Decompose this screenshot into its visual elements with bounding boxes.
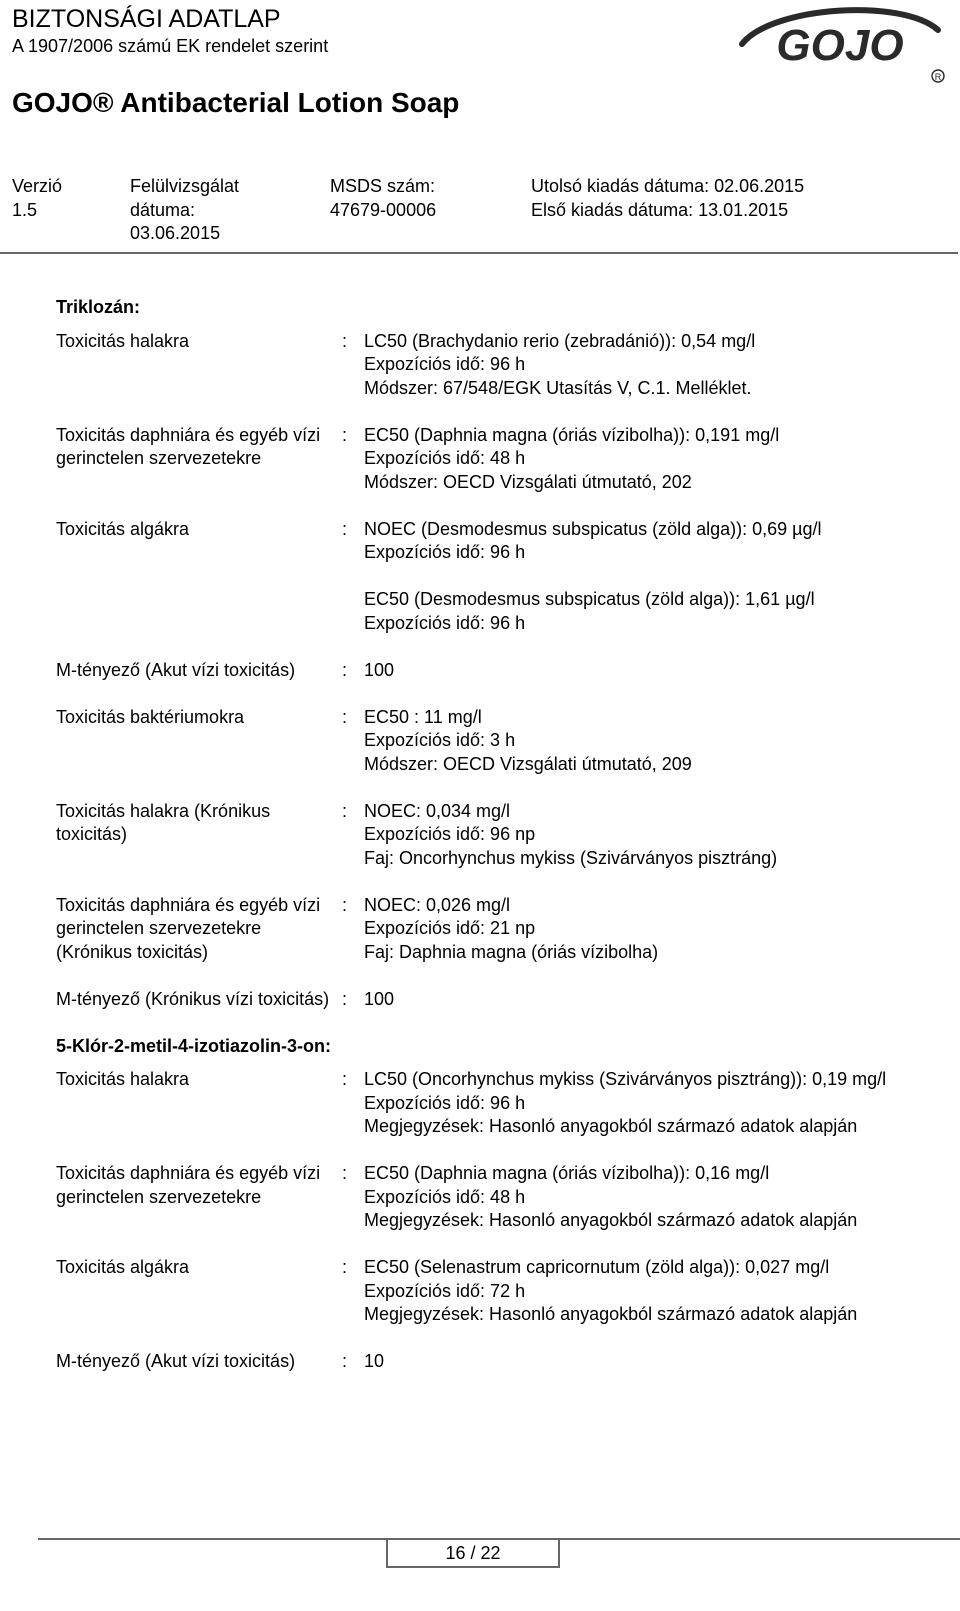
data-row: [56, 1162, 946, 1233]
version-label: Verzió: [12, 176, 63, 196]
value-line: Expozíciós idő: 21 np: [364, 918, 536, 938]
row-separator: :: [342, 800, 348, 821]
row-values: [364, 1068, 946, 1139]
svg-text:R: R: [934, 72, 942, 82]
value-line: Módszer: 67/548/EGK Utasítás V, C.1. Melléklet.: [364, 377, 752, 398]
value-line: NOEC (Desmodesmus subspicatus (zöld alga)): 0,69 µg/l: [364, 518, 822, 539]
row-label: Toxicitás halakra: [56, 1069, 190, 1089]
issue-dates-block: [531, 175, 804, 222]
substance-heading: 5-Klór-2-metil-4-izotiazolin-3-on:: [56, 1035, 331, 1056]
row-values: [364, 988, 946, 1012]
data-row: [56, 706, 946, 777]
value-line: Módszer: OECD Vizsgálati útmutató, 209: [364, 753, 692, 774]
last-issue-date: Utolsó kiadás dátuma: 02.06.2015: [531, 176, 805, 196]
value-line: EC50 (Daphnia magna (óriás vízibolha)): 0,16 mg/l: [364, 1163, 770, 1183]
revision-label-2: dátuma:: [130, 199, 196, 220]
value-line: 10: [364, 1351, 385, 1371]
msds-block: [330, 175, 436, 222]
value-line: EC50 : 11 mg/l: [364, 706, 482, 727]
row-values: [364, 424, 946, 495]
row-separator: :: [342, 1351, 348, 1371]
row-values: [364, 1256, 946, 1327]
value-line: Expozíciós idő: 96 h: [364, 612, 526, 633]
row-values: [364, 659, 946, 683]
row-separator: :: [342, 1163, 348, 1183]
ecotox-content: [56, 296, 946, 1397]
row-separator: :: [342, 894, 348, 915]
data-row: [56, 1350, 946, 1374]
data-row: [56, 894, 946, 965]
row-values: [364, 1350, 946, 1374]
gojo-logo: [732, 0, 948, 88]
row-label: Toxicitás halakra: [56, 330, 190, 351]
value-line: Faj: Oncorhynchus mykiss (Szivárványos pisztráng): [364, 847, 778, 868]
value-line: [364, 565, 946, 589]
data-row: [56, 518, 946, 636]
data-row: [56, 800, 946, 871]
regulation-subtitle: A 1907/2006 számú EK rendelet szerint: [12, 36, 329, 56]
row-label: M-tényező (Akut vízi toxicitás): [56, 659, 296, 680]
value-line: Expozíciós idő: 96 h: [364, 1092, 526, 1113]
value-line: Expozíciós idő: 72 h: [364, 1280, 526, 1301]
value-line: NOEC: 0,026 mg/l: [364, 894, 511, 915]
value-line: NOEC: 0,034 mg/l: [364, 800, 511, 821]
row-separator: :: [342, 1257, 348, 1277]
row-separator: :: [342, 424, 348, 445]
row-label: Toxicitás halakra (Krónikus toxicitás): [56, 800, 271, 844]
row-separator: :: [342, 706, 348, 727]
version-value: 1.5: [12, 199, 38, 220]
row-values: [364, 706, 946, 777]
row-values: [364, 894, 946, 965]
value-line: LC50 (Brachydanio rerio (zebradánió)): 0,54 mg/l: [364, 330, 756, 351]
value-line: EC50 (Daphnia magna (óriás vízibolha)): 0,191 mg/l: [364, 424, 780, 445]
row-separator: :: [342, 659, 348, 680]
row-separator: :: [342, 330, 348, 351]
value-line: Megjegyzések: Hasonló anyagokból származó adatok alapján: [364, 1304, 858, 1324]
data-row: [56, 424, 946, 495]
value-line: Faj: Daphnia magna (óriás vízibolha): [364, 941, 659, 962]
value-line: Expozíciós idő: 96 h: [364, 354, 526, 374]
value-line: EC50 (Desmodesmus subspicatus (zöld alga)): 1,61 µg/l: [364, 589, 815, 609]
row-label: Toxicitás baktériumokra: [56, 706, 245, 727]
msds-value: 47679-00006: [330, 199, 437, 220]
value-line: 100: [364, 988, 395, 1009]
row-label: Toxicitás algákra: [56, 1257, 190, 1277]
row-label: Toxicitás daphniára és egyéb vízi gerinctelen szervezetekre: [56, 424, 321, 468]
product-name: GOJO® Antibacterial Lotion Soap: [12, 87, 460, 118]
data-row: [56, 1068, 946, 1139]
document-title: BIZTONSÁGI ADATLAP: [12, 5, 281, 33]
data-row: [56, 330, 946, 401]
data-row: [56, 1256, 946, 1327]
row-values: [364, 800, 946, 871]
row-separator: :: [342, 988, 348, 1009]
value-line: LC50 (Oncorhynchus mykiss (Szivárványos pisztráng)): 0,19 mg/l: [364, 1069, 887, 1089]
revision-label: Felülvizsgálat: [130, 176, 240, 196]
header-divider: [0, 252, 958, 254]
value-line: 100: [364, 659, 395, 680]
msds-label: MSDS szám:: [330, 176, 436, 196]
data-row: [56, 659, 946, 683]
row-label: Toxicitás daphniára és egyéb vízi gerinctelen szervezetekre: [56, 1163, 321, 1207]
value-line: Módszer: OECD Vizsgálati útmutató, 202: [364, 471, 692, 492]
value-line: Expozíciós idő: 96 h: [364, 542, 526, 562]
revision-value: 03.06.2015: [130, 223, 221, 243]
revision-block: [130, 175, 239, 246]
row-separator: :: [342, 1069, 348, 1089]
data-row: [56, 988, 946, 1012]
value-line: Megjegyzések: Hasonló anyagokból származó adatok alapján: [364, 1116, 858, 1136]
value-line: Megjegyzések: Hasonló anyagokból származó adatok alapján: [364, 1210, 858, 1230]
row-label: Toxicitás daphniára és egyéb vízi gerinctelen szervezetekre (Krónikus toxicitás): [56, 894, 321, 962]
row-label: M-tényező (Krónikus vízi toxicitás): [56, 988, 330, 1009]
value-line: Expozíciós idő: 48 h: [364, 1186, 526, 1207]
row-separator: :: [342, 518, 348, 539]
page-number: 16 / 22: [386, 1540, 560, 1568]
row-label: M-tényező (Akut vízi toxicitás): [56, 1351, 296, 1371]
value-line: EC50 (Selenastrum capricornutum (zöld alga)): 0,027 mg/l: [364, 1257, 830, 1277]
value-line: Expozíciós idő: 96 np: [364, 824, 536, 844]
value-line: Expozíciós idő: 3 h: [364, 730, 516, 750]
row-values: [364, 330, 946, 401]
first-issue-date: Első kiadás dátuma: 13.01.2015: [531, 199, 789, 220]
row-label: Toxicitás algákra: [56, 518, 190, 539]
substance-heading: Triklozán:: [56, 297, 141, 317]
value-line: Expozíciós idő: 48 h: [364, 448, 526, 468]
version-block: [12, 175, 62, 222]
logo-wordmark: GOJO: [776, 21, 904, 70]
row-values: [364, 518, 946, 636]
row-values: [364, 1162, 946, 1233]
